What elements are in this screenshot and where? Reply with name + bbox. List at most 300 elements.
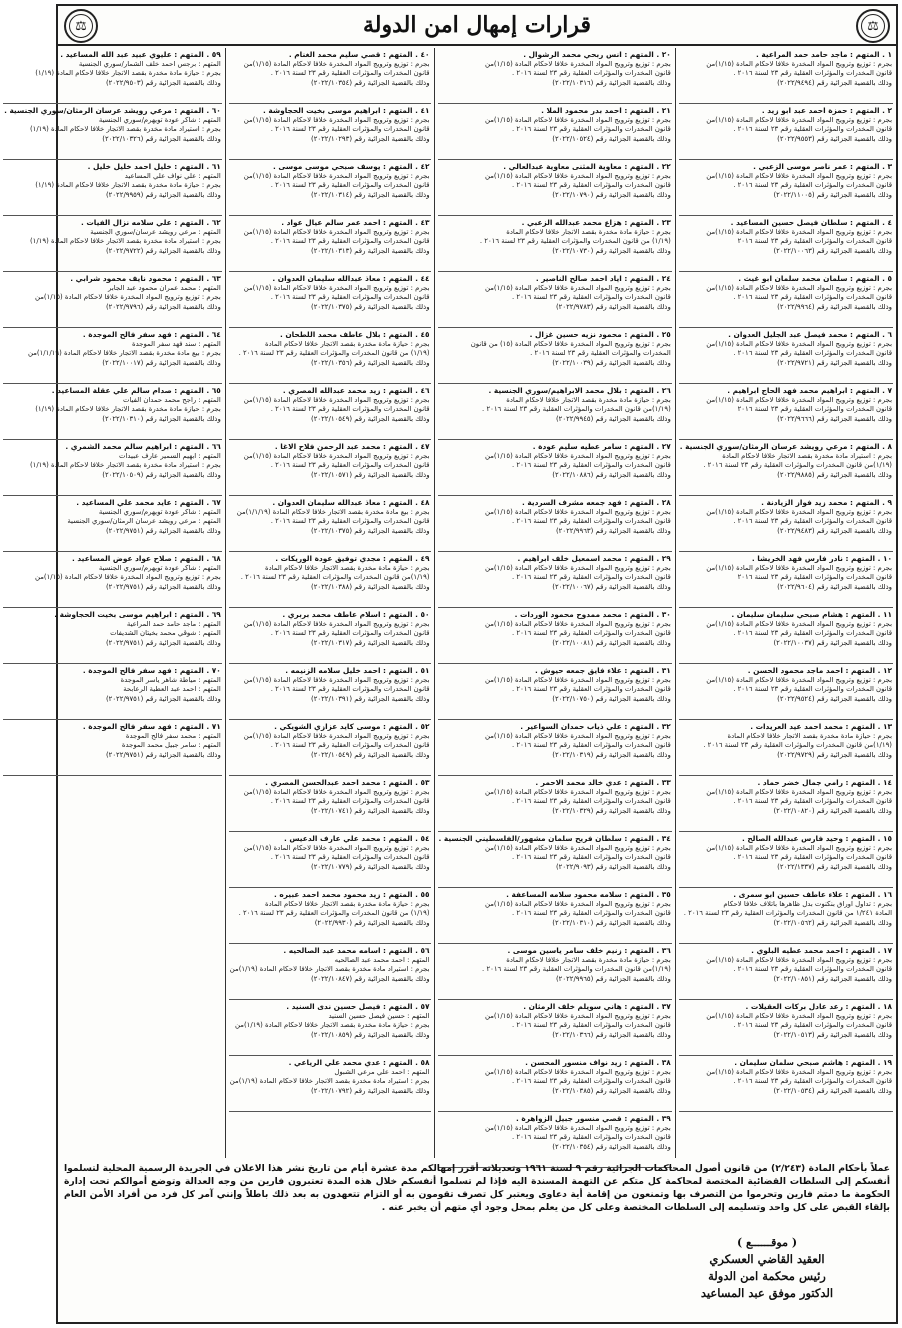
- defendant-entry: [229, 104, 431, 160]
- case-number: وذلك بالقضية الجزائية رقم (٢٠٢٢/١٠٠٦٧): [552, 582, 671, 591]
- charge-line: بجرم : توزيع وترويج المواد المخدرة خلافا لاحكام المادة (١/١٥)من: [243, 788, 430, 796]
- charge-line: بجرم : توزيع وترويج المواد المخدرة خلافا لاحكام المادة (١/١٥)من: [485, 1012, 671, 1020]
- defendant-name: ٢٣ . المتهم : هزاع محمد عبدالله الزعبي .: [521, 218, 671, 227]
- case-number: وذلك بالقضية الجزائية رقم (٢٠٢٢/٩٩٤٥): [555, 414, 671, 423]
- case-number: وذلك بالقضية الجزائية رقم (٢٠٢٢/١٠٣١٠): [102, 414, 221, 423]
- defendant-entry: [3, 104, 222, 160]
- defendant-entry: [229, 384, 431, 440]
- charge-line: بجرم : حيازة مادة مخدرة بقصد الاتجار خلافا لاحكام المادة: [264, 564, 430, 572]
- defendant-name: ٤٠ . المتهم : قصي سليم محمد الغنام .: [288, 50, 430, 59]
- charge-line: المتهم : ابهيم السمير عارف عبيدات: [118, 452, 221, 460]
- charge-line: قانون المخدرات والمؤثرات العقلية رقم ٢٣ لسنة ٢٠١٦ .: [512, 741, 671, 750]
- case-number: وذلك بالقضية الجزائية رقم (٢٠٢٢/١٠٣١٤): [311, 190, 430, 199]
- charge-line: قانون المخدرات والمؤثرات العقلية رقم ٢٣ لسنة ٢٠١٦: [737, 237, 892, 246]
- charge-line: بجرم : توزيع وترويج المواد المخدرة خلافا لاحكام المادة (١/١٥)من: [706, 844, 892, 852]
- charge-line: بجرم : توزيع وترويج المواد المخدرة خلافا لاحكام المادة (١/١٥)من: [485, 844, 671, 852]
- case-number: وذلك بالقضية الجزائية رقم (٢٠٢٢/١٠٧٧٩): [311, 862, 430, 871]
- defendant-entry: [679, 944, 893, 1000]
- defendant-name: ٣٠ . المتهم : محمد ممدوح محمود الوردات .: [514, 610, 671, 619]
- defendant-entry: [438, 1056, 672, 1112]
- charge-line: بجرم : توزيع وترويج المواد المخدرة خلافا لاحكام المادة (١/١٥)من: [243, 60, 430, 68]
- defendant-entry: [229, 48, 431, 104]
- charge-line: قانون المخدرات والمؤثرات العقلية رقم ٢٣ لسنة ٢٠١٦ .: [270, 405, 430, 414]
- charge-line: بجرم : توزيع وترويج المواد المخدرة خلافا لاحكام المادة (١/١٥)من: [243, 284, 430, 292]
- charge-line: قانون المخدرات والمؤثرات العقلية رقم ٢٣ لسنة ٢٠١٦ .: [270, 125, 430, 134]
- charge-line: قانون المخدرات والمؤثرات العقلية رقم ٢٣ لسنة ٢٠١٦ .: [512, 853, 671, 862]
- charge-line: بجرم : استيراد مادة مخدرة بقصد الاتجار خلافا لاحكام المادة (١/١٩): [29, 237, 221, 246]
- coat-of-arms-icon: ⚖: [64, 9, 98, 43]
- charge-line: قانون المخدرات والمؤثرات العقلية رقم ٢٣ لسنة ٢٠١٦ .: [733, 1077, 892, 1086]
- case-number: وذلك بالقضية الجزائية رقم (٢٠٢٢/١٠٣٥٤): [552, 1142, 671, 1151]
- charge-line: المتهم : سامر جبيل محمد الموجدة: [121, 741, 221, 750]
- charge-line: بجرم : توزيع وترويج المواد المخدرة خلافا لاحكام المادة (١/١٥)من: [243, 172, 430, 180]
- defendant-name: ١٥ . المتهم : وحيد فارس عبدالله الصالح .: [741, 834, 892, 843]
- case-number: وذلك بالقضية الجزائية رقم (٢٠٢٢/١٠٠٣٩): [552, 358, 671, 367]
- defendant-entry: [679, 832, 893, 888]
- defendant-name: ١٦ . المتهم : علاء عاطف حسين ابو سمرى .: [733, 890, 892, 899]
- case-number: وذلك بالقضية الجزائية رقم (٢٠٢٢/١٠٨٥٩): [311, 1030, 430, 1039]
- charge-line: بجرم : حيازة مادة مخدرة بقصد الاتجار خلافا لاحكام المادة: [506, 956, 671, 964]
- charge-line: قانون المخدرات والمؤثرات العقلية رقم ٢٣ لسنة ٢٠١٦ .: [733, 629, 892, 638]
- defendant-entry: [438, 104, 672, 160]
- case-number: وذلك بالقضية الجزائية رقم (٢٠٢٢/١٠٥٤٩): [311, 750, 430, 759]
- charge-line: قانون المخدرات والمؤثرات العقلية رقم ٢٣ لسنة ٢٠١٦ .: [270, 461, 430, 470]
- case-number: وذلك بالقضية الجزائية رقم (٢٠٢٢/١٠٥٦٢): [773, 918, 892, 927]
- charge-line: بجرم : توزيع وترويج المواد المخدرة خلافا لاحكام المادة (١/١٥)من: [706, 620, 892, 628]
- case-number: وذلك بالقضية الجزائية رقم (٢٠٢٢/١٠٥٢٤): [552, 134, 671, 143]
- charge-line: قانون المخدرات والمؤثرات العقلية رقم ٢٣ لسنة ٢٠١٦ .: [733, 69, 892, 78]
- defendant-entry: [438, 48, 672, 104]
- charge-line: بجرم : توزيع وترويج المواد المخدرة خلافا لاحكام المادة (١/١٥)من: [706, 1068, 892, 1076]
- charge-line: بجرم : استيراد مادة مخدرة بقصد الاتجار خلافا لاحكام المادة (١/١٩)من: [229, 1077, 430, 1086]
- defendant-name: ١٧ . المتهم : احمد محمد عطيه البلوي .: [751, 946, 892, 955]
- charge-line: قانون المخدرات والمؤثرات العقلية رقم ٢٣ لسنة ٢٠١٦ .: [733, 1021, 892, 1030]
- charge-line: بجرم : توزيع وترويج المواد المخدرة خلافا لاحكام المادة (١/١٥)من: [706, 60, 892, 68]
- case-number: وذلك بالقضية الجزائية رقم (٢٠٢٢/١٠٨٤٧): [311, 974, 430, 983]
- defendant-entry: [229, 720, 431, 776]
- charge-line: قانون المخدرات والمؤثرات العقلية رقم ٢٣ لسنة ٢٠١٦ .: [512, 69, 671, 78]
- case-number: وذلك بالقضية الجزائية رقم (٢٠٢٢/٩٧٥١): [105, 582, 221, 591]
- case-number: وذلك بالقضية الجزائية رقم (٢٠٢٢/١٠٨٢٠): [773, 806, 892, 815]
- charge-line: المتهم : مرعي رويشد عرسان الرمثان/سوري الجنسية: [67, 517, 221, 526]
- case-number: وذلك بالقضية الجزائية رقم (٢٠٢٢/٩٧٨٣): [555, 302, 671, 311]
- charge-line: المتهم : شوقي محمد بخيتان الشديفات: [110, 629, 221, 638]
- charge-line: قانون المخدرات والمؤثرات العقلية رقم ٢٣ لسنة ٢٠١٦ .: [733, 293, 892, 302]
- charge-line: بجرم : حيازة مادة مخدرة بقصد الاتجار خلافا لاحكام المادة: [264, 340, 430, 348]
- defendant-entry: [438, 328, 672, 384]
- defendant-name: ١٩ . المتهم : هاشم صبحي سلمان سليمان .: [734, 1058, 892, 1067]
- charge-line: (١/١٩)من قانون المخدرات والمؤثرات العقلية رقم ٢٣ لسنة ٢٠١٦ .: [703, 741, 892, 750]
- defendant-name: ٣ . المتهم : عمر ناصر موسى الزعبي .: [753, 162, 892, 171]
- case-number: وذلك بالقضية الجزائية رقم (٢٠٢٢/٩٠٩٣): [555, 862, 671, 871]
- charge-line: بجرم : توزيع وترويج المواد المخدرة خلافا لاحكام المادة (١/١٥)من: [706, 396, 892, 404]
- case-number: وذلك بالقضية الجزائية رقم (٢٠٢٢/١٠٠١٧): [102, 358, 221, 367]
- charge-line: بجرم : توزيع وترويج المواد المخدرة خلافا لاحكام المادة (١/١٥)من: [485, 1124, 671, 1132]
- defendant-name: ٧٠ . المتهم : فهد سفر فالح الموجدة .: [82, 666, 221, 675]
- charge-line: بجرم : حيازة مادة مخدرة بقصد الاتجار خلافا لاحكام المادة: [264, 900, 430, 908]
- charge-line: المادة ١/٢٤١ من قانون المخدرات والمؤثرات العقلية رقم ٢٣ لسنة ٢٠١٦ .: [683, 909, 892, 918]
- case-number: وذلك بالقضية الجزائية رقم (٢٠٢٢/١٠٨٨٦): [552, 470, 671, 479]
- case-number: وذلك بالقضية الجزائية رقم (٢٠٢٢/١٠٣٨٥): [552, 1086, 671, 1095]
- charge-line: قانون المخدرات والمؤثرات العقلية رقم ٢٣ لسنة ٢٠١٦ .: [512, 125, 671, 134]
- charge-line: بجرم : توزيع وترويج المواد المخدرة خلافا لاحكام المادة (١/١٥)من: [706, 508, 892, 516]
- defendant-entry: [679, 384, 893, 440]
- defendant-entry: [438, 440, 672, 496]
- charge-line: قانون المخدرات والمؤثرات العقلية رقم ٢٣ لسنة ٢٠١٦: [737, 573, 892, 582]
- case-number: وذلك بالقضية الجزائية رقم (٢٠٢٢/٩٩٣٠): [314, 918, 430, 927]
- charge-line: المتهم : سند فهد سفر الموجدة: [132, 340, 221, 348]
- defendant-entry: [229, 664, 431, 720]
- defendant-entry: [229, 776, 431, 832]
- legal-notice-text: عملاً بأحكام المادة (٢/٢٤٣) من قانون أصول المحاكمات الجزائية رقم ٩ لسنة ١٩٦١ وتعديلاته أقرر إمهالكم مدة عشرة أيام من تاريخ نشر هذا الاعلان في الجريدة الرسمية المحلية لتسلموا أنفسكم إلى السلطات القضائية المختصة لمحاكمة كل متكم عن التهمة المسندة اليه فإذا لم تسلموا أنفسكم خلال هذه المدة تعتبرون فارين من وجه العدالة وتوضع أموالكم تحت إدارة الحكومة ما دمتم فارين وتحرموا من التصرف بها وتمنعون من إقامة أية دعاوى ويعتبر كل تصرف تقومون به أو التزام تتعهدون به بعد ذلك باطلاً وإنني آمر كل فرد من أفراد الأمن العام بإلقاء القبض على كل واحد وتسليمه إلى السلطات المختصة وعلى كل من يعلم بمحل وجود أي متهم أن يخبر عنه .: [64, 1163, 891, 1213]
- case-number: وذلك بالقضية الجزائية رقم (٢٠٢٢/٩٩٦٥): [555, 974, 671, 983]
- defendant-name: ١١ . المتهم : هشام صبحي سليمان سليمان .: [731, 610, 892, 619]
- defendant-name: ٢٤ . المتهم : اياد احمد صالح الناصير .: [535, 274, 671, 283]
- charge-line: بجرم : توزيع وترويج المواد المخدرة خلافا لاحكام المادة (١/١٥)من: [706, 1012, 892, 1020]
- defendant-name: ١ . المتهم : ماجد حامد حمد المراعية .: [755, 50, 892, 59]
- defendant-entry: [438, 664, 672, 720]
- charge-line: المتهم : حسين فيصل حسين السنيد: [328, 1012, 430, 1020]
- defendant-entry: [679, 608, 893, 664]
- charge-line: بجرم : توزيع وترويج المواد المخدرة خلافا لاحكام المادة (١/١٥)من: [485, 452, 671, 460]
- defendant-entry: [438, 552, 672, 608]
- charge-line: قانون المخدرات والمؤثرات العقلية رقم ٢٣ لسنة ٢٠١٦: [737, 405, 892, 414]
- charge-line: (١/١٩) من قانون المخدرات والمؤثرات العقلية رقم ٢٣ لسنة ٢٠١٦ .: [238, 909, 430, 918]
- defendant-name: ٦٤ . المتهم : فهد سفر فالح الموجدة .: [82, 330, 221, 339]
- defendant-entry: [3, 664, 222, 720]
- defendant-entry: [3, 440, 222, 496]
- defendant-entry: [679, 104, 893, 160]
- defendant-name: ٦٩ . المتهم : ابراهيم موسى بخيت الحجاوشة .: [54, 610, 221, 619]
- defendant-name: ٢٧ . المتهم : سامر عطيه سليم عودة .: [532, 442, 671, 451]
- charge-line: قانون المخدرات والمؤثرات العقلية رقم ٢٣ لسنة ٢٠١٦ .: [270, 853, 430, 862]
- charge-line: (١/١٩)من قانون المخدرات والمؤثرات العقلية رقم ٢٣ لسنة ٢٠١٦ .: [703, 461, 892, 470]
- charge-line: (١/١٩) من قانون المخدرات والمؤثرات العقلية رقم ٢٣ لسنة ٢٠١٦ .: [238, 349, 430, 358]
- charge-line: بجرم : توزيع وترويج المواد المخدرة خلافا لاحكام المادة (١/١٥)من: [243, 844, 430, 852]
- defendant-entry: [229, 496, 431, 552]
- defendant-entry: [3, 160, 222, 216]
- charge-line: قانون المخدرات والمؤثرات العقلية رقم ٢٣ لسنة ٢٠١٦ .: [512, 909, 671, 918]
- defendant-name: ٦٧ . المتهم : عايد محمد علي المساعيد .: [76, 498, 221, 507]
- defendant-name: ٢٦ . المتهم : بلال محمد الابراهيم/سوري الجنسية .: [488, 386, 671, 395]
- defendant-entry: [229, 1000, 431, 1056]
- case-number: وذلك بالقضية الجزائية رقم (٢٠٢٢/١٠٣٦٦): [552, 1030, 671, 1039]
- defendant-name: ٤٦ . المتهم : زيد محمد عبدالله المصري .: [282, 386, 430, 395]
- defendant-entry: [679, 552, 893, 608]
- defendant-entry: [679, 720, 893, 776]
- charge-line: بجرم : توزيع وترويج المواد المخدرة خلافا لاحكام المادة (١/١٥)من: [706, 676, 892, 684]
- defendant-entry: [229, 1056, 431, 1112]
- defendant-name: ١٠ . المتهم : نادر فارس فهد الخريشا .: [751, 554, 892, 563]
- defendant-name: ٥ . المتهم : سلمان محمد سلمان ابو غيث .: [738, 274, 892, 283]
- decision-column: [675, 48, 896, 1158]
- charge-line: بجرم : توزيع وترويج المواد المخدرة خلافا لاحكام المادة (١/١٥)من: [706, 228, 892, 236]
- charge-line: بجرم : حيازة مادة مخدرة بقصد الاتجار خلافا لاحكام المادة: [506, 228, 671, 236]
- defendant-name: ٤ . المتهم : سلطان فيصل حسين المساعيد .: [730, 218, 892, 227]
- charge-line: بجرم : توزيع وترويج المواد المخدرة خلافا لاحكام المادة (١/١٥)من: [34, 573, 221, 582]
- case-number: وذلك بالقضية الجزائية رقم (٢٠٢٢/١٠٥٧١): [311, 470, 430, 479]
- charge-line: قانون المخدرات والمؤثرات العقلية رقم ٢٣ لسنة ٢٠١٦ .: [512, 1077, 671, 1086]
- decision-column: [434, 48, 675, 1158]
- defendant-name: ٣٢ . المتهم : علي ذياب حمدان السواعير .: [520, 722, 671, 731]
- case-number: وذلك بالقضية الجزائية رقم (٢٠٢٢/٩٧٢٢): [105, 246, 221, 255]
- defendant-entry: [3, 552, 222, 608]
- defendant-entry: [679, 1056, 893, 1112]
- defendant-entry: [3, 328, 222, 384]
- charge-line: قانون المخدرات والمؤثرات العقلية رقم ٢٣ لسنة ٢٠١٦ .: [733, 685, 892, 694]
- charge-line: بجرم : استيراد مادة مخدرة بقصد الاتجار خلافا لاحكام المادة (١/١٩)من: [229, 965, 430, 974]
- defendant-entry: [679, 496, 893, 552]
- charge-line: بجرم : توزيع وترويج المواد المخدرة خلافا لاحكام المادة (١/١٥)من: [485, 732, 671, 740]
- charge-line: قانون المخدرات والمؤثرات العقلية رقم ٢٣ لسنة ٢٠١٦ .: [512, 573, 671, 582]
- defendant-name: ٣٦ . المتهم : زنيم خلف سامر ياسين موسى .: [507, 946, 671, 955]
- charge-line: (١/١٩)من قانون المخدرات والمؤثرات العقلية رقم ٢٣ لسنة ٢٠١٦ .: [482, 965, 671, 974]
- defendant-name: ٤٨ . المتهم : معاذ عبدالله سليمان العدوان .: [272, 498, 430, 507]
- defendant-name: ٦ . المتهم : محمد فيصل عبد الجليل العدوان .: [728, 330, 892, 339]
- charge-line: المتهم : محمد عمران محمود عبد الجابر: [108, 284, 221, 292]
- defendant-entry: [229, 216, 431, 272]
- defendant-name: ٣٧ . المتهم : هاني سويلم خلف الرمثان .: [523, 1002, 671, 1011]
- defendant-name: ٥٤ . المتهم : محمد علي عارف الدعيس .: [283, 834, 430, 843]
- charge-line: بجرم : بيع مادة مخدرة بقصد الاتجار خلافا لاحكام المادة (١/١/١٩)من: [27, 349, 221, 358]
- defendant-entry: [679, 160, 893, 216]
- case-number: وذلك بالقضية الجزائية رقم (٢٠٢٢/١٠٠٦٣): [773, 246, 892, 255]
- signature-block: [652, 1234, 882, 1302]
- defendant-name: ١٢ . المتهم : احمد ماجد محمود الحسن .: [747, 666, 892, 675]
- defendant-entry: [438, 944, 672, 1000]
- charge-line: قانون المخدرات والمؤثرات العقلية رقم ٢٣ لسنة ٢٠١٦ .: [512, 461, 671, 470]
- defendant-entry: [438, 720, 672, 776]
- defendant-entry: [679, 440, 893, 496]
- charge-line: المتهم : شاكر عودة تويهرم/سوري الجنسية: [98, 508, 221, 516]
- defendant-name: ٥٩ . المتهم : عليوي عبيد عبد الله المساعيد .: [60, 50, 221, 59]
- defendant-entry: [438, 888, 672, 944]
- defendant-entry: [3, 384, 222, 440]
- case-number: وذلك بالقضية الجزائية رقم (٢٠٢٢/١٠٧٩٠): [552, 190, 671, 199]
- charge-line: بجرم : توزيع وترويج المواد المخدرة خلافا لاحكام المادة (١/١٥)من: [34, 293, 221, 302]
- case-number: وذلك بالقضية الجزائية رقم (٢٠٢٢/١٠٧٤١): [311, 806, 430, 815]
- charge-line: المتهم : محمد سفر فالح الموجدة: [125, 732, 221, 740]
- notice-page: [4, 4, 898, 1324]
- defendant-entry: [679, 888, 893, 944]
- case-number: وذلك بالقضية الجزائية رقم (٢٠٢٢/١٠٥٤٩): [311, 414, 430, 423]
- charge-line: المتهم : شاكر عودة تويهرم/سوري الجنسية: [98, 116, 221, 124]
- defendant-name: ٣٥ . المتهم : سلامه محمود سلامه المساعفة .: [506, 890, 671, 899]
- case-number: وذلك بالقضية الجزائية رقم (٢٠٢٢/١٠٠٨١): [552, 638, 671, 647]
- charge-line: بجرم : توزيع وترويج المواد المخدرة خلافا لاحكام المادة (١/١٥)من: [706, 116, 892, 124]
- charge-line: قانون المخدرات والمؤثرات العقلية رقم ٢٣ لسنة ٢٠١٦ .: [270, 517, 430, 526]
- defendant-entry: [229, 272, 431, 328]
- charge-line: قانون المخدرات والمؤثرات العقلية رقم ٢٣ لسنة ٢٠١٦ .: [512, 685, 671, 694]
- defendant-entry: [3, 720, 222, 776]
- defendant-name: ٥٦ . المتهم : اسامه محمد عبد الصالحيه .: [283, 946, 430, 955]
- charge-line: المتهم : علي نواف علي المساعيد: [124, 172, 221, 180]
- charge-line: بجرم : حيازة مادة مخدرة بقصد الاتجار خلافا لاحكام المادة (١/١٩): [35, 69, 221, 78]
- charge-line: قانون المخدرات والمؤثرات العقلية رقم ٢٣ لسنة ٢٠١٦ .: [733, 853, 892, 862]
- charge-line: بجرم : حيازة مادة مخدرة بقصد الاتجار خلافا لاحكام المادة: [727, 732, 892, 740]
- defendant-name: ٦٨ . المتهم : صلاح عواد عوض المساعيد .: [72, 554, 221, 563]
- defendant-entry: [229, 328, 431, 384]
- defendant-name: ٣٤ . المتهم : سلطان فريح سلمان مشهور/الفلسطيني الجنسية .: [438, 834, 671, 843]
- case-number: وذلك بالقضية الجزائية رقم (٢٠٢٢/٩٩٥٩): [105, 190, 221, 199]
- charge-line: بجرم : توزيع وترويج المواد المخدرة خلافا لاحكام المادة (١٥) من قانون: [470, 340, 671, 348]
- charge-line: قانون المخدرات والمؤثرات العقلية رقم ٢٣ لسنة ٢٠١٦ .: [270, 69, 430, 78]
- defendant-entry: [229, 160, 431, 216]
- charge-line: بجرم : حيازة مادة مخدرة بقصد الاتجار خلافا لاحكام المادة: [506, 396, 671, 404]
- defendant-entry: [229, 608, 431, 664]
- charge-line: قانون المخدرات والمؤثرات العقلية رقم ٢٣ لسنة ٢٠١٦ .: [512, 1021, 671, 1030]
- defendant-name: ٥٠ . المتهم : اسلام عاطف محمد بربري .: [282, 610, 430, 619]
- charge-line: قانون المخدرات والمؤثرات العقلية رقم ٢٣ لسنة ٢٠١٦ .: [270, 629, 430, 638]
- defendant-name: ٥٢ . المتهم : موسى كايد عزازي الشويكي .: [274, 722, 430, 731]
- charge-line: بجرم : استيراد مادة مخدرة بقصد الاتجار خلافا لاحكام المادة (١/١٩): [29, 461, 221, 470]
- charge-line: قانون المخدرات والمؤثرات العقلية رقم ٢٣ لسنة ٢٠١٦ .: [270, 181, 430, 190]
- defendant-name: ٣٩ . المتهم : قصي منسور جبيل الزواهرة .: [515, 1114, 671, 1123]
- charge-line: قانون المخدرات والمؤثرات العقلية رقم ٢٣ لسنة ٢٠١٦ .: [512, 1133, 671, 1142]
- charge-line: بجرم : توزيع وترويج المواد المخدرة خلافا لاحكام المادة (١/١٥)من: [706, 956, 892, 964]
- case-number: وذلك بالقضية الجزائية رقم (٢٠٢٢/١٠٣١٣): [311, 246, 430, 255]
- case-number: وذلك بالقضية الجزائية رقم (٢٠٢٢/١٠٣١٦): [552, 78, 671, 87]
- defendant-entry: [229, 944, 431, 1000]
- defendant-entry: [438, 1112, 672, 1168]
- defendant-name: ١٨ . المتهم : رعد عادل بركات العقيلات .: [745, 1002, 892, 1011]
- defendant-name: ٤٥ . المتهم : بلال عاطف محمد اللطحان .: [279, 330, 430, 339]
- defendant-name: ٢٩ . المتهم : محمد اسمعيل خلف ابراهيم .: [517, 554, 671, 563]
- defendant-entry: [438, 1000, 672, 1056]
- defendant-entry: [679, 216, 893, 272]
- charge-line: بجرم : استيراد مادة مخدرة بقصد الاتجار خلافا لاحكام المادة (١/١٩): [29, 125, 221, 134]
- defendant-name: ٢١ . المتهم : احمد بدر محمود الملا .: [541, 106, 671, 115]
- charge-line: (١/١٩)من قانون المخدرات والمؤثرات العقلية رقم ٢٣ لسنة ٢٠١٦ .: [240, 573, 430, 582]
- case-number: وذلك بالقضية الجزائية رقم (٢٠٢٢/٩٧٢١): [777, 358, 892, 367]
- charge-line: بجرم : استيراد مادة مخدرة بقصد الاتجار خلافا لاحكام المادة: [722, 452, 892, 460]
- charge-line: بجرم : حيازة مادة مخدرة بقصد الاتجار خلافا لاحكام المادة (١/١٩)من: [235, 1021, 430, 1030]
- defendant-entry: [438, 496, 672, 552]
- defendant-name: ٢٨ . المتهم : فهد جمعه مشرف السردية .: [521, 498, 671, 507]
- case-number: وذلك بالقضية الجزائية رقم (٢٠٢٢/١٠٠٣٧): [773, 638, 892, 647]
- charge-line: المتهم : ماجد حامد حمد المراعية: [126, 620, 221, 628]
- charge-line: بجرم : توزيع وترويج المواد المخدرة خلافا لاحكام المادة (١/١٥)من: [485, 620, 671, 628]
- case-number: وذلك بالقضية الجزائية رقم (٢٠٢٢/٩٧٥١): [105, 694, 221, 703]
- charge-line: بجرم : توزيع وترويج المواد المخدرة خلافا لاحكام المادة (١/١٥)من: [243, 620, 430, 628]
- defendant-entry: [438, 160, 672, 216]
- charge-line: بجرم : بيع مادة مخدرة بقصد الاتجار خلافا لاحكام المادة (١/١/١٩)من: [236, 508, 430, 516]
- case-number: وذلك بالقضية الجزائية رقم (٢٠٢٢/١٠٣٧٥): [311, 526, 430, 535]
- charge-line: بجرم : توزيع وترويج المواد المخدرة خلافا لاحكام المادة (١/١٥)من: [485, 788, 671, 796]
- signature-title: العقيد القاضي العسكري: [709, 1252, 825, 1266]
- signature-label: ( موقــــــع ): [736, 1236, 798, 1249]
- case-number: وذلك بالقضية الجزائية رقم (٢٠٢٢/٩٨٨٥): [777, 470, 892, 479]
- defendant-entry: [438, 384, 672, 440]
- case-number: وذلك بالقضية الجزائية رقم (٢٠٢٢/٩٩٦٤): [777, 302, 892, 311]
- charge-line: قانون المخدرات والمؤثرات العقلية رقم ٢٣ لسنة ٢٠١٦ .: [733, 181, 892, 190]
- case-number: وذلك بالقضية الجزائية رقم (٢٠٢٢/١٠٣٥٦): [311, 358, 430, 367]
- charge-line: قانون المخدرات والمؤثرات العقلية رقم ٢٣ لسنة ٢٠١٦ .: [270, 293, 430, 302]
- defendant-entry: [229, 832, 431, 888]
- charge-line: المتهم : احمد علي مرعي الشبول: [334, 1068, 430, 1076]
- case-number: وذلك بالقضية الجزائية رقم (٢٠٢٢/٩٧٩٦): [105, 302, 221, 311]
- case-number: وذلك بالقضية الجزائية رقم (٢٠٢٢/١٠٣١٠): [552, 918, 671, 927]
- case-number: وذلك بالقضية الجزائية رقم (٢٠٢٢/٩٦٠٤): [777, 582, 892, 591]
- defendant-name: ٢٢ . المتهم : معاوية المثنى معاوية عبدالعالي .: [503, 162, 671, 171]
- charge-line: بجرم : توزيع وترويج المواد المخدرة خلافا لاحكام المادة (١/١٥)من: [485, 60, 671, 68]
- defendant-entry: [679, 328, 893, 384]
- charge-line: قانون المخدرات والمؤثرات العقلية رقم ٢٣ لسنة ٢٠١٦ .: [733, 349, 892, 358]
- case-number: وذلك بالقضية الجزائية رقم (٢٠٢٢/٩٥٥٣): [777, 134, 892, 143]
- case-number: وذلك بالقضية الجزائية رقم (٢٠٢٢/١١٠٠٥): [773, 190, 892, 199]
- defendant-name: ٥١ . المتهم : احمد خليل سلامه الزنيمه .: [285, 666, 430, 675]
- case-number: وذلك بالقضية الجزائية رقم (٢٠٢٢/٩٤٨٣): [777, 526, 892, 535]
- defendant-entry: [229, 888, 431, 944]
- defendant-name: ٥٧ . المتهم : فيصل حسين ندى السنيد .: [286, 1002, 430, 1011]
- defendant-name: ٧١ . المتهم : فهد سفر فالح الموجدة .: [82, 722, 221, 731]
- defendant-entry: [679, 776, 893, 832]
- defendant-name: ٦١ . المتهم : خليل احمد خليل خليل .: [87, 162, 221, 171]
- defendant-name: ٤٩ . المتهم : مجدي توفيق عودة الوريكات .: [275, 554, 430, 563]
- defendant-entry: [3, 496, 222, 552]
- defendant-name: ١٤ . المتهم : رامي جمال خضر حماد .: [757, 778, 892, 787]
- page-title: قرارات إمهال امن الدولة: [362, 12, 592, 38]
- charge-line: المخدرات والمؤثرات العقلية رقم ٢٣ لسنة ٢٠١٦ .: [530, 349, 671, 358]
- charge-line: بجرم : توزيع وترويج المواد المخدرة خلافا لاحكام المادة (١/١٥)من: [706, 284, 892, 292]
- case-number: وذلك بالقضية الجزائية رقم (٢٠٢٢/١٠٨٥١): [773, 974, 892, 983]
- defendant-name: ٥٨ . المتهم : عدي محمد علي الرياعي .: [288, 1058, 430, 1067]
- charge-line: قانون المخدرات والمؤثرات العقلية رقم ٢٣ لسنة ٢٠١٦ .: [512, 797, 671, 806]
- charge-line: بجرم : توزيع وترويج المواد المخدرة خلافا لاحكام المادة (١/١٥)من: [243, 676, 430, 684]
- defendant-name: ٢ . المتهم : حمزة احمد عبد ابو زيد .: [761, 106, 892, 115]
- charge-line: المتهم : راجح محمد حمدان الفيات: [122, 396, 221, 404]
- case-number: وذلك بالقضية الجزائية رقم (٢٠٢٢/١٠٣٥٤): [311, 78, 430, 87]
- charge-line: بجرم : توزيع وترويج المواد المخدرة خلافا لاحكام المادة (١/١٥)من: [485, 284, 671, 292]
- charge-line: بجرم : توزيع وترويج المواد المخدرة خلافا لاحكام المادة (١/١٥)من: [485, 172, 671, 180]
- defendant-name: ٥٣ . المتهم : محمد احمد عبدالحسن المصري .: [265, 778, 430, 787]
- case-number: وذلك بالقضية الجزائية رقم (٢٠٢٢/١٠٥٣٤): [773, 1086, 892, 1095]
- case-number: وذلك بالقضية الجزائية رقم (٢٠٢٢/١٠٧٩٢): [311, 1086, 430, 1095]
- decisions-columns: [4, 48, 896, 1158]
- defendant-entry: [679, 1000, 893, 1056]
- defendant-name: ٦٠ . المتهم : مرعي رويشد عرسان الرمثان/سوري الجنسية .: [4, 106, 221, 115]
- defendant-name: ٤٢ . المتهم : يوسف صبحي موسى موسى .: [273, 162, 430, 171]
- case-number: وذلك بالقضية الجزائية رقم (٢٠٢٢/٩٧٥١): [105, 526, 221, 535]
- charge-line: بجرم : توزيع وترويج المواد المخدرة خلافا لاحكام المادة (١/١٥)من: [485, 116, 671, 124]
- charge-line: قانون المخدرات والمؤثرات العقلية رقم ٢٣ لسنة ٢٠١٦ .: [512, 517, 671, 526]
- defendant-entry: [438, 272, 672, 328]
- charge-line: قانون المخدرات والمؤثرات العقلية رقم ٢٣ لسنة ٢٠١٦ .: [270, 797, 430, 806]
- case-number: وذلك بالقضية الجزائية رقم (٢٠٢٢/١٠٣٢٩): [552, 806, 671, 815]
- defendant-name: ٣١ . المتهم : علاء فايق جمعه حيوش .: [535, 666, 671, 675]
- signature-position: رئيس محكمة امن الدولة: [708, 1269, 826, 1283]
- case-number: وذلك بالقضية الجزائية رقم (٢٠٢٢/٩٥٠٣): [105, 78, 221, 87]
- charge-line: بجرم : توزيع وترويج المواد المخدرة خلافا لاحكام المادة (١/١٥)من: [243, 228, 430, 236]
- defendant-entry: [438, 608, 672, 664]
- charge-line: بجرم : توزيع وترويج المواد المخدرة خلافا لاحكام المادة (١/١٥)من: [243, 452, 430, 460]
- charge-line: بجرم : توزيع وترويج المواد المخدرة خلافا لاحكام المادة (١/١٥)من: [706, 340, 892, 348]
- defendant-name: ٦٣ . المتهم : محمود نايف محمود شرابي .: [70, 274, 221, 283]
- case-number: وذلك بالقضية الجزائية رقم (٢٠٢٢/١٠٧٥٠): [552, 694, 671, 703]
- case-number: وذلك بالقضية الجزائية رقم (٢٠٢٢/٩٩٦٣): [555, 526, 671, 535]
- decision-column: [225, 48, 434, 1158]
- defendant-name: ٢٥ . المتهم : محمود نزيه حسين غزال .: [529, 330, 671, 339]
- defendant-name: ٧ . المتهم : ابراهيم محمد فهد الحاج ابراهيم .: [727, 386, 892, 395]
- defendant-entry: [438, 216, 672, 272]
- charge-line: المتهم : مرعي رويشد عرسان/سوري الجنسية: [90, 228, 221, 236]
- page-header: [58, 6, 896, 46]
- defendant-entry: [3, 608, 222, 664]
- charge-line: بجرم : توزيع وترويج المواد المخدرة خلافا لاحكام المادة (١/١٥)من: [485, 900, 671, 908]
- charge-line: (١/١٩) من قانون المخدرات والمؤثرات العقلية رقم ٢٣ لسنة ٢٠١٦ .: [479, 237, 671, 246]
- charge-line: المتهم : مياطة شاهر ياسر الموجدة: [120, 676, 221, 684]
- defendant-name: ٨ . المتهم : مرعي رويشد عرسان الرمثان/سوري الجنسية .: [679, 442, 892, 451]
